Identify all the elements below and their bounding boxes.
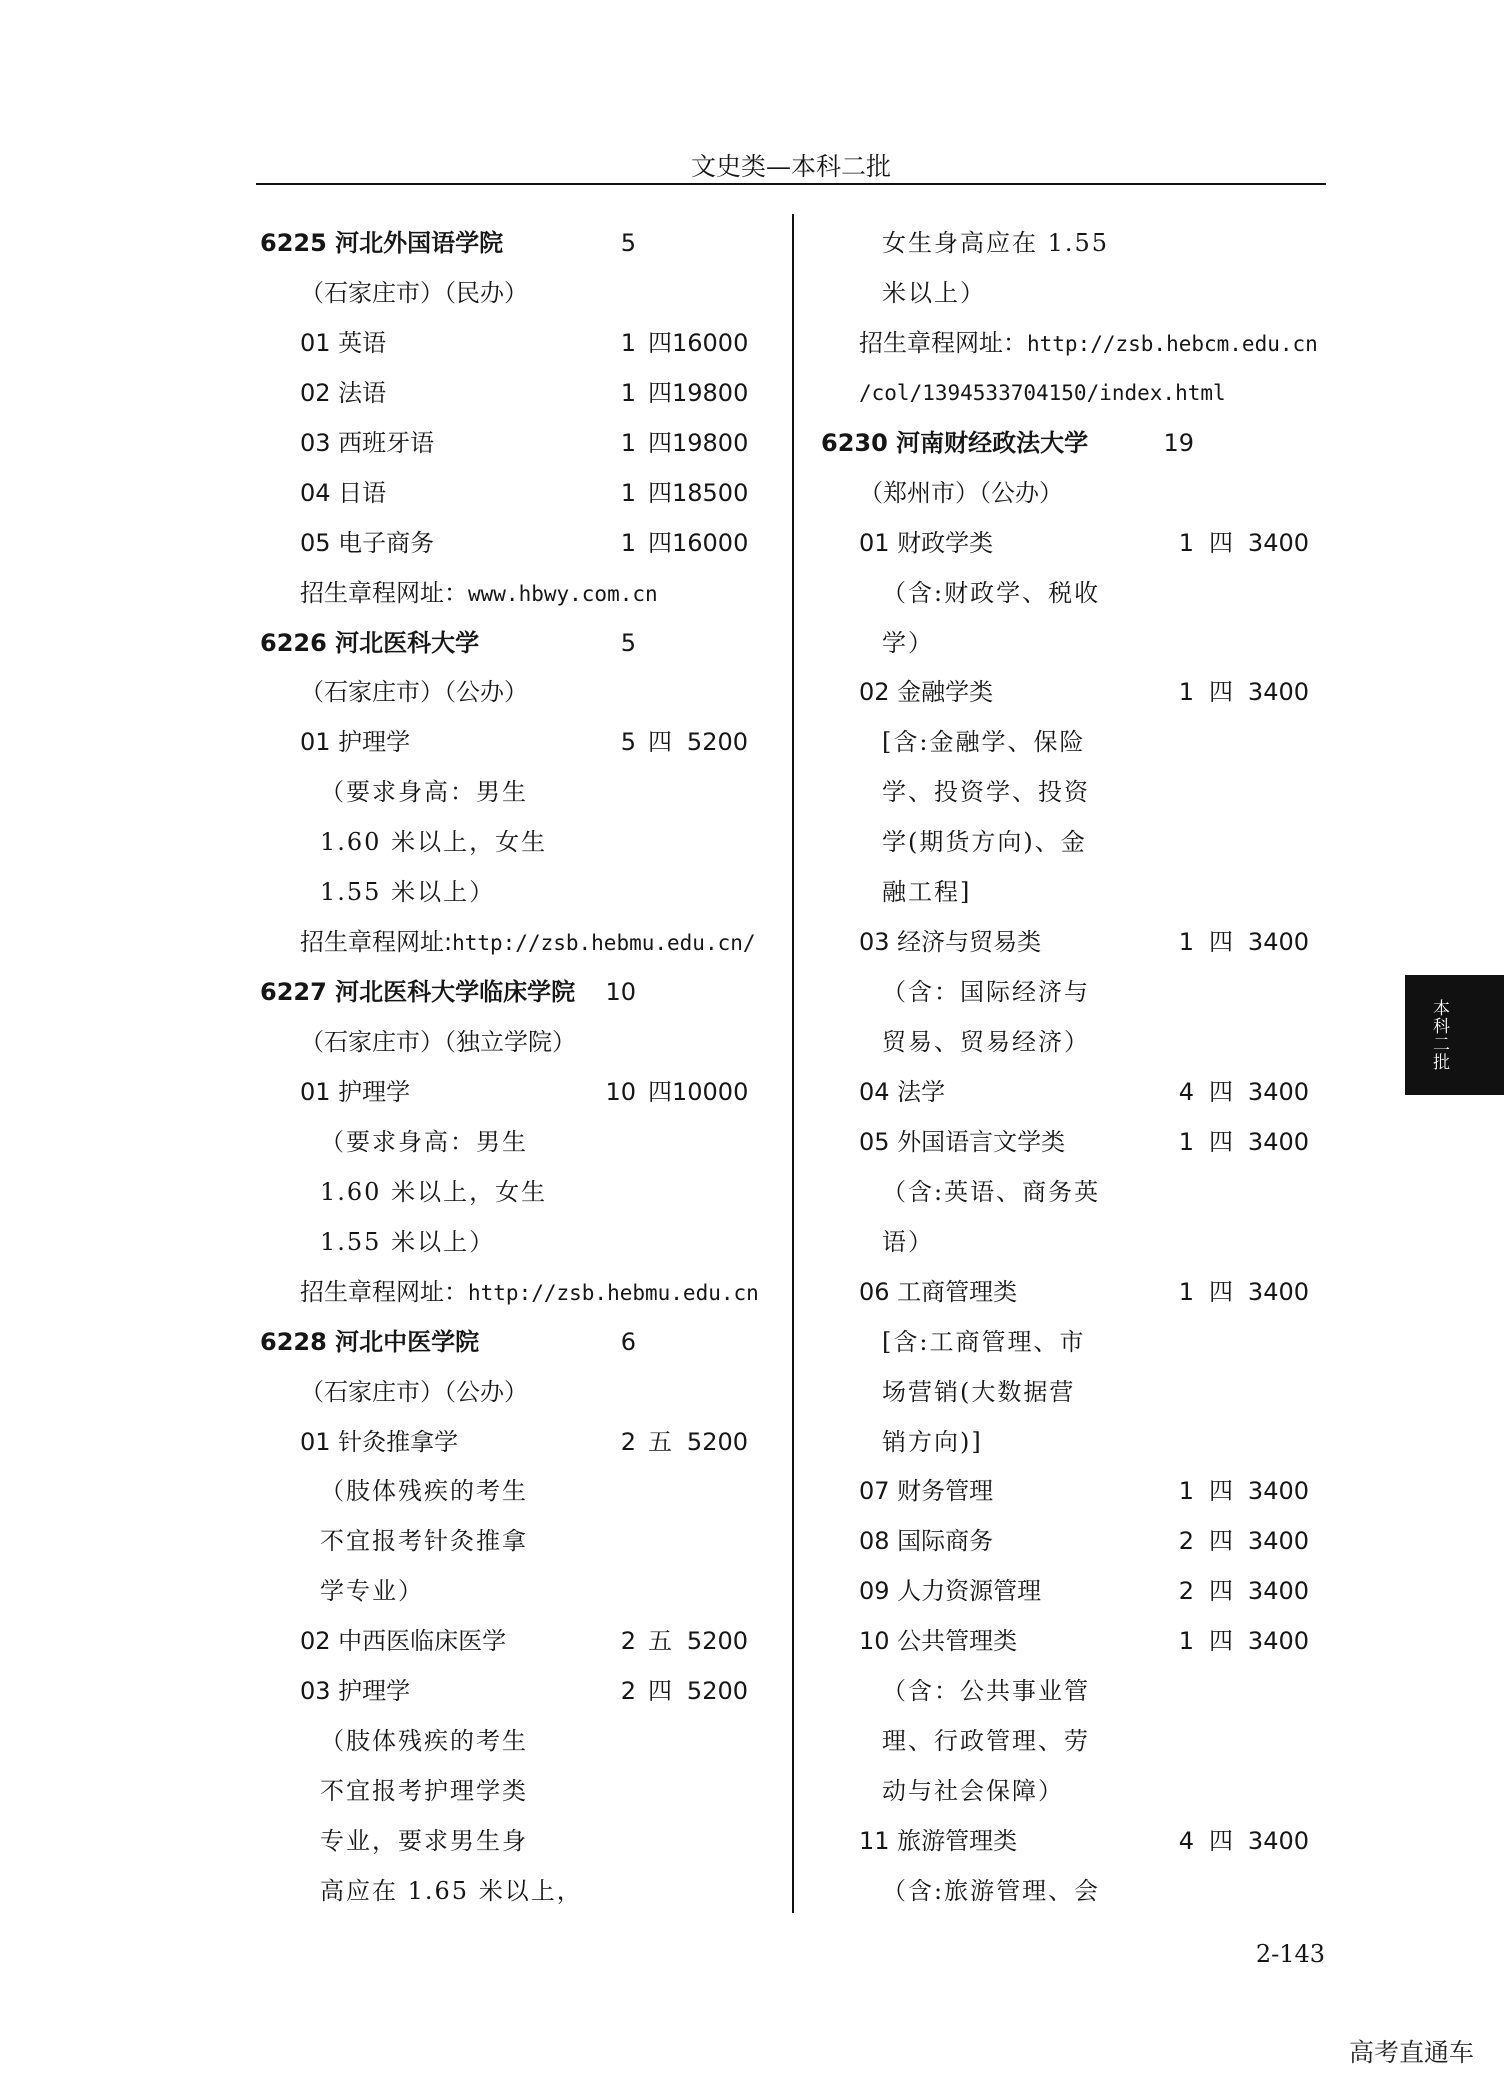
enrollment-count: 1 <box>620 328 636 357</box>
enrollment-count: 1 <box>620 528 636 557</box>
note-text: [含:金融学、保险 <box>882 728 1086 757</box>
major-name: 04 法学 <box>859 1077 946 1106</box>
major-name: 02 法语 <box>300 378 387 407</box>
study-years: 四 <box>1209 678 1233 707</box>
note-line <box>0 619 1504 669</box>
note-text: （含：国际经济与 <box>882 978 1090 1007</box>
url-label: 招生章程网址： <box>859 328 1027 357</box>
study-years: 四 <box>648 1077 672 1106</box>
section-side-tab <box>1405 975 1504 1095</box>
tuition-fee: 3400 <box>1247 1527 1309 1556</box>
enrollment-count: 1 <box>1178 1127 1194 1156</box>
note-text: [含:工商管理、市 <box>882 1327 1086 1356</box>
header-rule <box>256 183 1326 185</box>
major-row <box>0 1068 1504 1118</box>
note-line <box>0 1867 1504 1917</box>
tuition-fee: 16000 <box>672 528 749 557</box>
major-name: 01 财政学类 <box>859 528 994 557</box>
page-number: 2-143 <box>1255 1940 1325 1968</box>
url-text: /col/1394533704150/index.html <box>859 380 1226 405</box>
note-text: （肢体残疾的考生 <box>320 1727 528 1756</box>
enrollment-count: 2 <box>620 1427 636 1456</box>
note-text: （要求身高：男生 <box>320 1127 528 1156</box>
study-years: 四 <box>1209 1127 1233 1156</box>
major-name: 05 外国语言文学类 <box>859 1127 1066 1156</box>
tuition-fee: 5200 <box>686 1627 748 1656</box>
note-text: 1.60 米以上，女生 <box>320 828 548 857</box>
tuition-fee: 3400 <box>1247 1077 1309 1106</box>
school-name: 6226 河北医科大学 <box>260 628 480 657</box>
major-name: 02 中西医临床医学 <box>300 1627 507 1656</box>
enrollment-count: 1 <box>620 478 636 507</box>
enrollment-count: 1 <box>1178 1627 1194 1656</box>
major-name: 11 旅游管理类 <box>859 1827 1018 1855</box>
note-text: 动与社会保障） <box>882 1777 1064 1806</box>
major-row <box>0 519 1504 569</box>
enrollment-count: 5 <box>620 628 636 657</box>
note-text: 专业，要求男生身 <box>320 1827 528 1855</box>
note-line <box>0 1018 1504 1068</box>
major-row <box>0 1268 1504 1318</box>
page-header-title: 文史类—本科二批 <box>690 152 891 181</box>
note-line <box>0 1418 1504 1468</box>
tuition-fee: 5200 <box>686 1427 748 1456</box>
enrollment-count: 1 <box>1178 678 1194 707</box>
url-text: http://zsb.hebmu.edu.cn <box>468 1280 759 1305</box>
note-text: 销方向)] <box>882 1427 983 1456</box>
url-line <box>0 369 1504 419</box>
major-name: 10 公共管理类 <box>859 1627 1018 1656</box>
enrollment-count: 5 <box>620 229 636 257</box>
url-text: www.hbwy.com.cn <box>468 581 658 606</box>
school-name: 6228 河北中医学院 <box>260 1327 480 1356</box>
note-text: 学、投资学、投资 <box>882 778 1090 807</box>
school-line <box>0 419 1504 469</box>
major-row <box>0 1517 1504 1567</box>
url-label: 招生章程网址： <box>300 578 468 607</box>
enrollment-count: 6 <box>620 1327 636 1356</box>
url-line <box>0 319 1504 369</box>
school-location: （石家庄市）（独立学院） <box>300 1028 576 1056</box>
enrollment-count: 10 <box>605 978 636 1007</box>
note-text: 语） <box>882 1227 934 1256</box>
major-name: 03 西班牙语 <box>300 428 435 457</box>
note-text: 1.55 米以上） <box>320 1227 496 1256</box>
side-tab-label: 本科二批 <box>1429 999 1449 1071</box>
major-name: 01 针灸推拿学 <box>300 1427 459 1456</box>
tuition-fee: 3400 <box>1247 1127 1309 1156</box>
major-row <box>0 918 1504 968</box>
enrollment-count: 4 <box>1178 1827 1194 1855</box>
note-text: 1.55 米以上） <box>320 878 496 907</box>
study-years: 四 <box>648 1677 672 1706</box>
note-line <box>0 1717 1504 1767</box>
school-location: （石家庄市）（公办） <box>300 678 528 707</box>
url-label: 招生章程网址: <box>300 928 453 957</box>
location-line <box>0 469 1504 519</box>
note-text: 贸易、贸易经济） <box>882 1028 1090 1056</box>
study-years: 四 <box>648 328 672 357</box>
note-text: （肢体残疾的考生 <box>320 1477 528 1506</box>
study-years: 四 <box>1209 528 1233 557</box>
school-location: （石家庄市）（公办） <box>300 1377 528 1406</box>
note-line <box>0 219 1504 269</box>
study-years: 四 <box>1209 1477 1233 1506</box>
study-years: 四 <box>1209 1827 1233 1855</box>
note-line <box>0 1667 1504 1717</box>
url-text: http://zsb.hebmu.edu.cn/ <box>452 931 756 956</box>
note-line <box>0 1318 1504 1368</box>
major-name: 01 英语 <box>300 328 387 357</box>
note-line <box>0 1218 1504 1268</box>
enrollment-count: 2 <box>620 1627 636 1656</box>
enrollment-count: 2 <box>1178 1577 1194 1606</box>
admission-url <box>859 319 1318 370</box>
major-name: 03 经济与贸易类 <box>859 928 1042 957</box>
major-name: 01 护理学 <box>300 728 411 757</box>
study-years: 五 <box>648 1627 672 1656</box>
tuition-fee: 16000 <box>672 328 749 357</box>
tuition-fee: 3400 <box>1247 928 1309 957</box>
major-row <box>0 668 1504 718</box>
study-years: 四 <box>648 378 672 407</box>
note-text: 学） <box>882 628 934 657</box>
note-text: 不宜报考针灸推拿 <box>320 1527 528 1556</box>
note-text: 高应在 1.65 米以上， <box>320 1876 583 1905</box>
major-name: 07 财务管理 <box>859 1477 994 1506</box>
tuition-fee: 3400 <box>1247 528 1309 557</box>
study-years: 四 <box>648 528 672 557</box>
right-column <box>0 219 1504 1917</box>
major-name: 04 日语 <box>300 478 387 507</box>
note-line <box>0 818 1504 868</box>
study-years: 四 <box>648 728 672 757</box>
note-text: 场营销(大数据营 <box>882 1377 1076 1406</box>
tuition-fee: 3400 <box>1247 1277 1309 1306</box>
major-name: 01 护理学 <box>300 1077 411 1106</box>
major-row <box>0 1817 1504 1867</box>
enrollment-count: 2 <box>1178 1527 1194 1556</box>
note-text: 米以上） <box>882 278 986 307</box>
enrollment-count: 1 <box>620 428 636 457</box>
study-years: 五 <box>648 1427 672 1456</box>
tuition-fee: 3400 <box>1247 1477 1309 1506</box>
note-text: （含：公共事业管 <box>882 1677 1090 1706</box>
note-line <box>0 718 1504 768</box>
note-text: 学专业） <box>320 1577 424 1606</box>
major-name: 08 国际商务 <box>859 1527 994 1556</box>
enrollment-count: 5 <box>620 728 636 757</box>
enrollment-count: 1 <box>1178 1477 1194 1506</box>
enrollment-count: 19 <box>1163 428 1194 457</box>
note-line <box>0 868 1504 918</box>
note-text: 女生身高应在 1.55 <box>882 229 1110 257</box>
note-line <box>0 1368 1504 1418</box>
major-name: 06 工商管理类 <box>859 1277 1018 1306</box>
study-years: 四 <box>1209 928 1233 957</box>
major-name: 02 金融学类 <box>859 678 994 707</box>
note-text: （含:财政学、税收 <box>882 578 1101 607</box>
note-text: 融工程] <box>882 878 972 907</box>
major-name: 03 护理学 <box>300 1677 411 1706</box>
study-years: 四 <box>648 428 672 457</box>
tuition-fee: 5200 <box>686 728 748 757</box>
note-line <box>0 768 1504 818</box>
enrollment-count: 1 <box>1178 928 1194 957</box>
enrollment-count: 1 <box>620 378 636 407</box>
url-label: 招生章程网址： <box>300 1277 468 1306</box>
note-text: 1.60 米以上，女生 <box>320 1177 548 1206</box>
note-line <box>0 1168 1504 1218</box>
note-line <box>0 269 1504 319</box>
tuition-fee: 3400 <box>1247 678 1309 707</box>
note-text: （含:英语、商务英 <box>882 1177 1101 1206</box>
tuition-fee: 3400 <box>1247 1627 1309 1656</box>
tuition-fee: 10000 <box>672 1077 749 1106</box>
note-line <box>0 1767 1504 1817</box>
tuition-fee: 3400 <box>1247 1577 1309 1606</box>
note-text: 不宜报考护理学类 <box>320 1777 528 1806</box>
note-text: 学(期货方向)、金 <box>882 828 1087 857</box>
school-name: 6225 河北外国语学院 <box>260 229 504 257</box>
study-years: 四 <box>1209 1627 1233 1656</box>
school-name: 6230 河南财经政法大学 <box>821 428 1089 457</box>
major-row <box>0 1467 1504 1517</box>
major-row <box>0 1118 1504 1168</box>
tuition-fee: 3400 <box>1247 1827 1309 1855</box>
enrollment-count: 10 <box>605 1077 636 1106</box>
tuition-fee: 19800 <box>672 428 749 457</box>
watermark-text: 高考直通车 <box>1349 2038 1475 2067</box>
note-text: （含:旅游管理、会 <box>882 1876 1101 1905</box>
enrollment-count: 1 <box>1178 528 1194 557</box>
school-name: 6227 河北医科大学临床学院 <box>260 978 576 1007</box>
note-line <box>0 569 1504 619</box>
major-row <box>0 1617 1504 1667</box>
enrollment-count: 4 <box>1178 1077 1194 1106</box>
study-years: 四 <box>648 478 672 507</box>
study-years: 四 <box>1209 1527 1233 1556</box>
note-text: （要求身高：男生 <box>320 778 528 807</box>
enrollment-count: 2 <box>620 1677 636 1706</box>
study-years: 四 <box>1209 1577 1233 1606</box>
tuition-fee: 18500 <box>672 478 749 507</box>
major-name: 09 人力资源管理 <box>859 1577 1042 1606</box>
school-location: （石家庄市）（民办） <box>300 278 528 307</box>
note-text: 理、行政管理、劳 <box>882 1727 1090 1756</box>
url-text: http://zsb.hebcm.edu.cn <box>1027 331 1318 356</box>
note-line <box>0 968 1504 1018</box>
study-years: 四 <box>1209 1077 1233 1106</box>
school-location: （郑州市）（公办） <box>859 478 1063 507</box>
major-row <box>0 1567 1504 1617</box>
study-years: 四 <box>1209 1277 1233 1306</box>
major-name: 05 电子商务 <box>300 528 435 557</box>
enrollment-count: 1 <box>1178 1277 1194 1306</box>
tuition-fee: 5200 <box>686 1677 748 1706</box>
tuition-fee: 19800 <box>672 378 749 407</box>
